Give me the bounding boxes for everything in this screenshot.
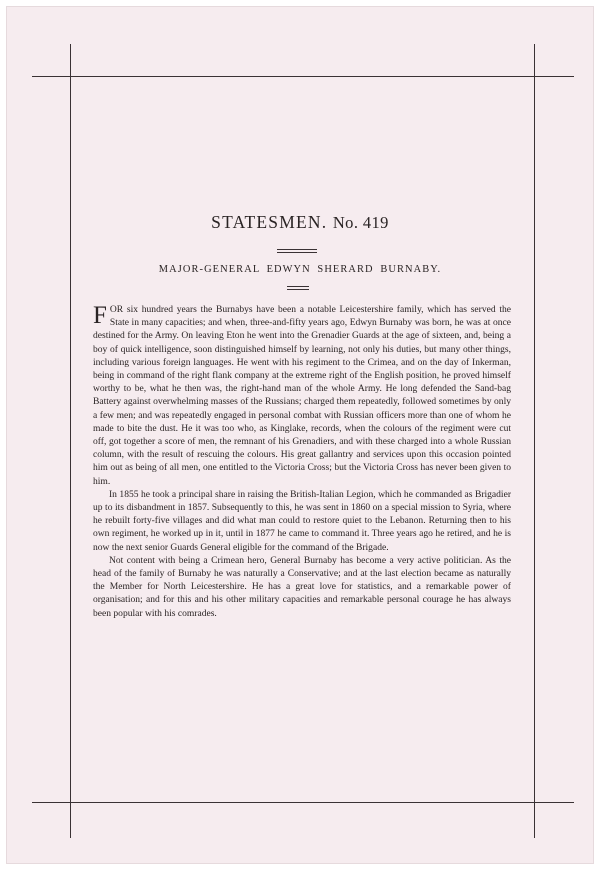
- paragraph-3: Not content with being a Crimean hero, General Burnaby has become a very active politician. As the head of the family of Burnaby he was naturally a Conservative; and at the last election became as naturally the Member for North Leicestershire. He has a great love for statistics, and a remarkable power of organisation; and for this and his other military capacities and remarkable personal courage he has always been popular with his comrades.: [93, 554, 511, 619]
- paragraph-1-text: OR six hundred years the Burnabys have been a notable Leicestershire family, which has served the State in many capacities; and when, three-and-fifty years ago, Edwyn Burnaby was born, he was at once destined for the Army. On leaving Eton he went into the Grenadier Guards at the age of sixteen, and, being a boy of quick intelligence, soon distinguished himself by learning, not only his duties, but many other things, including various foreign languages. He went with his regiment to the Crimea, and on the day of Inkerman, being in command of the right flank company at the extreme right of the English position, he proved himself worthy to be, what he then was, the right-hand man of the whole Army. He long defended the Sand-bag Battery against overwhelming masses of the Russians; charged them repeatedly, followed sometimes by only a few men; and was repeatedly engaged in personal combat with Russian officers more than one of whom he made to bite the dust. He it was too who, as Kinglake, records, when the colours of the regiment were cut off, got together a score of men, the remnant of his Grenadiers, and with these charged into a whole Russian column, with the result of rescuing the colours. His great gallantry and services upon this occasion pointed him out as being of all men, one entitled to the Victoria Cross; but the Victoria Cross has never been given to him.: [93, 304, 511, 487]
- subtitle-divider-2: [287, 289, 309, 290]
- title-divider-1: [277, 249, 317, 250]
- article-body: [93, 303, 511, 620]
- paragraph-1: [93, 303, 511, 488]
- paragraph-2: In 1855 he took a principal share in raising the British-Italian Legion, which he commanded as Brigadier up to its disbandment in 1857. Subsequently to this, he was sent in 1860 on a special mission to Syria, where he rebuilt forty-five villages and did what man could to restore quiet to the Lebanon. Returning then to his own regiment, he worked up in it, until in 1877 he came to command it. Three years ago he retired, and he is now the next senior Guards General eligible for the command of the Brigade.: [93, 488, 511, 553]
- frame-left-rule: [70, 44, 71, 838]
- title-text: STATESMEN.: [211, 212, 328, 232]
- issue-number: No. 419: [332, 213, 389, 232]
- page-title: [0, 212, 600, 233]
- drop-cap: F: [93, 302, 107, 329]
- title-divider-2: [277, 252, 317, 253]
- frame-right-rule: [534, 44, 535, 838]
- subtitle-divider-1: [287, 286, 309, 287]
- subtitle: MAJOR-GENERAL EDWYN SHERARD BURNABY.: [158, 264, 442, 275]
- frame-bottom-rule: [32, 802, 574, 803]
- frame-top-rule: [32, 76, 574, 77]
